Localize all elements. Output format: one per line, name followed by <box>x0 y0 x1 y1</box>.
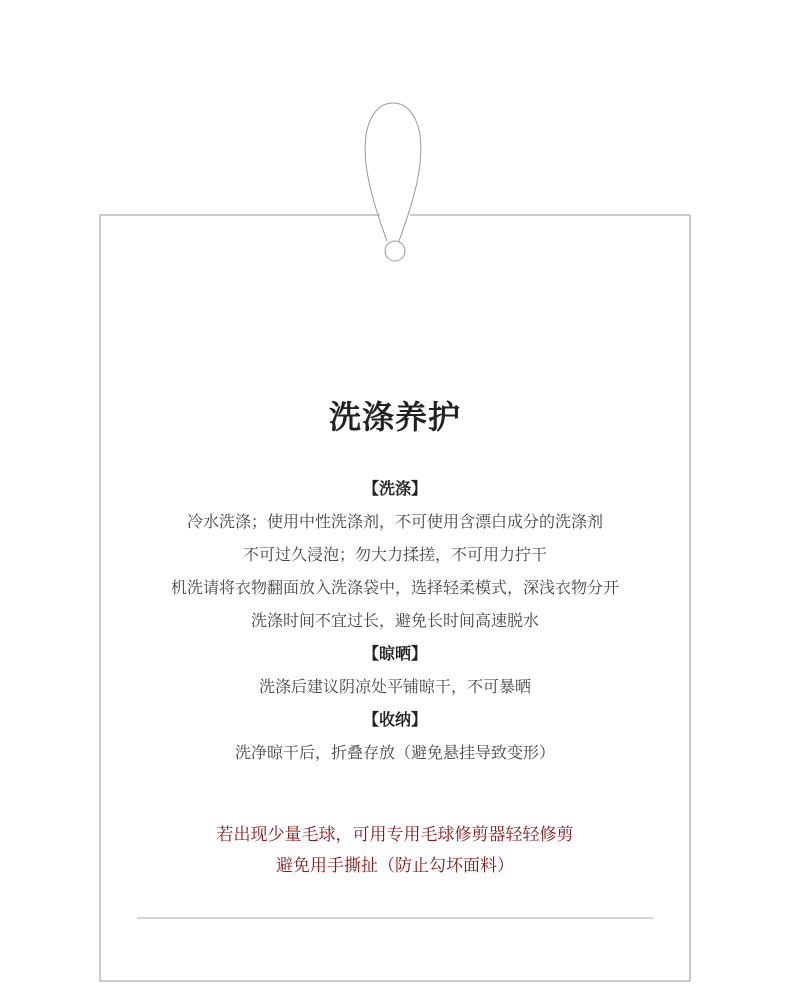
pilling-notes <box>100 820 690 882</box>
instruction-line: 洗涤后建议阴凉处平铺晾干，不可暴晒 <box>258 677 531 696</box>
instruction-line: 冷水洗涤；使用中性洗涤剂，不可使用含漂白成分的洗涤剂 <box>186 512 603 531</box>
section-heading-storage: 【收纳】 <box>362 710 427 729</box>
care-instructions <box>100 472 690 769</box>
tag-eyelet <box>385 241 405 261</box>
instruction-line: 机洗请将衣物翻面放入洗涤袋中，选择轻柔模式，深浅衣物分开 <box>170 578 619 597</box>
page-title: 洗涤养护 <box>328 398 461 436</box>
note-line: 避免用手撕扯（防止勾坏面料） <box>276 856 514 876</box>
hang-string-loop <box>365 103 421 241</box>
instruction-line: 不可过久浸泡；勿大力揉搓，不可用力拧干 <box>242 545 547 564</box>
note-line: 若出现少量毛球，可用专用毛球修剪器轻轻修剪 <box>216 825 574 845</box>
section-heading-drying: 【晾晒】 <box>362 644 427 663</box>
instruction-line: 洗净晾干后，折叠存放（避免悬挂导致变形） <box>234 743 555 762</box>
section-heading-washing: 【洗涤】 <box>362 479 427 498</box>
instruction-line: 洗涤时间不宜过长，避免长时间高速脱水 <box>250 611 539 630</box>
